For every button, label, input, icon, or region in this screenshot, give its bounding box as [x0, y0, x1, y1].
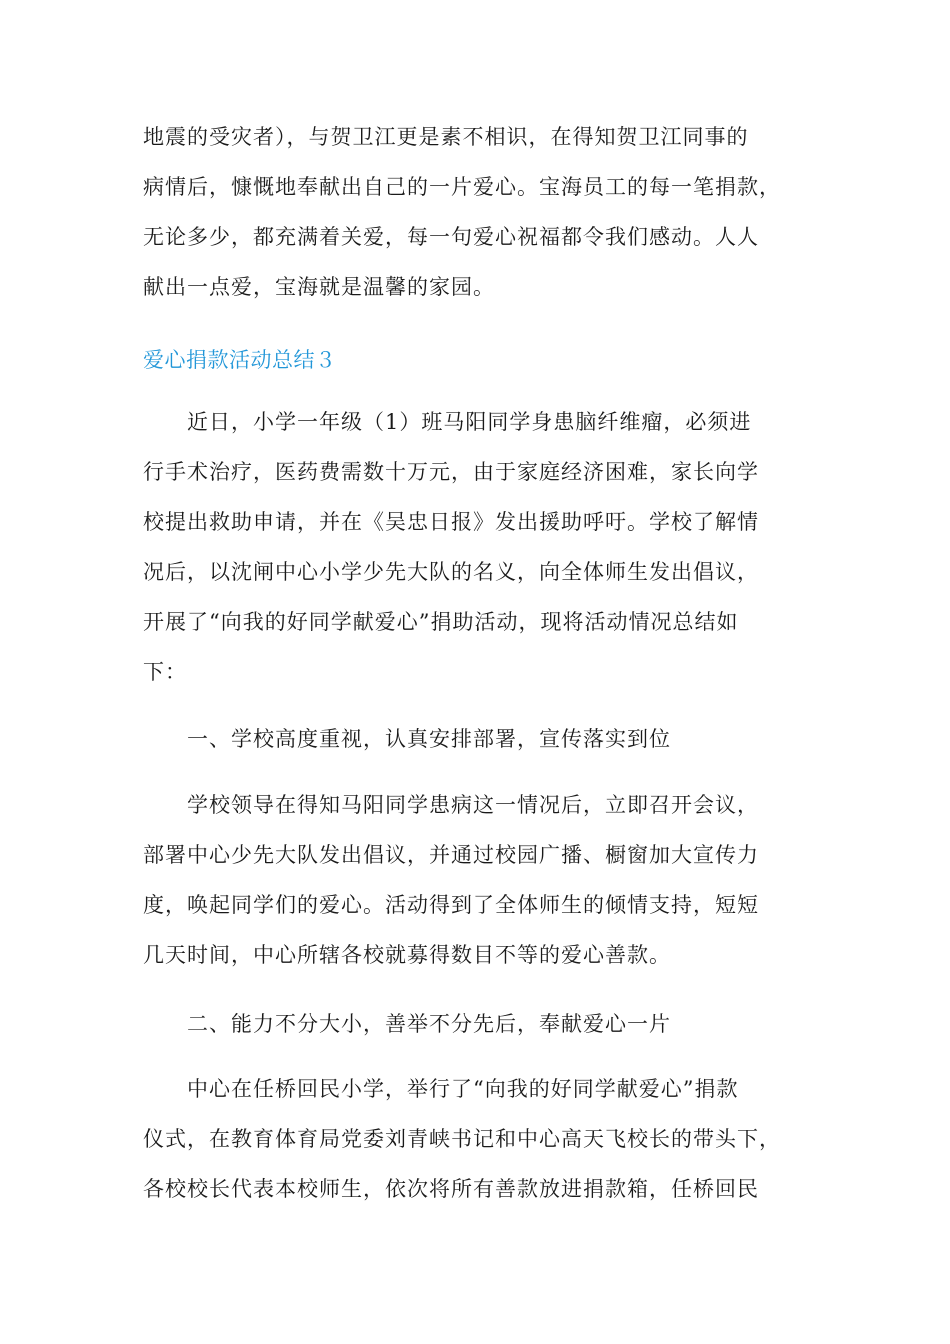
subheading-one: 一、学校高度重视，认真安排部署，宣传落实到位	[143, 727, 671, 751]
paragraph-intro: 地震的受灾者），与贺卫江更是素不相识，在得知贺卫江同事的 病情后，慷慨地奉献出自己的一片爱心。宝海员工的每一笔捐款， 无论多少，都充满着关爱，每一句爱心祝福都令我们感动。人人 献出一点爱，宝海就是温馨的家园。	[143, 125, 781, 299]
paragraph-section-two: 中心在任桥回民小学，举行了“向我的好同学献爱心”捐款 仪式，在教育体育局党委刘青峡书记和中心高天飞校长的带头下， 各校校长代表本校师生，依次将所有善款放进捐款箱，任桥回民	[143, 1077, 781, 1201]
section-heading: 爱心捐款活动总结３	[143, 348, 337, 372]
subheading-two: 二、能力不分大小，善举不分先后，奉献爱心一片	[143, 1012, 671, 1036]
paragraph-background: 近日，小学一年级（1）班马阳同学身患脑纤维瘤，必须进 行手术治疗，医药费需数十万元，由于家庭经济困难，家长向学 校提出救助申请，并在《吴忠日报》发出援助呼吁。学校了解情 况后，以沈闸中心小学少先大队的名义，向全体师生发出倡议， 开展了“向我的好同学献爱心”捐助活动，现将活动情况总结如 下：	[143, 410, 759, 684]
paragraph-section-one: 学校领导在得知马阳同学患病这一情况后，立即召开会议， 部署中心少先大队发出倡议，并通过校园广播、橱窗加大宣传力 度，唤起同学们的爱心。活动得到了全体师生的倾情支持，短短 几天时间，中心所辖各校就募得数目不等的爱心善款。	[143, 793, 759, 967]
